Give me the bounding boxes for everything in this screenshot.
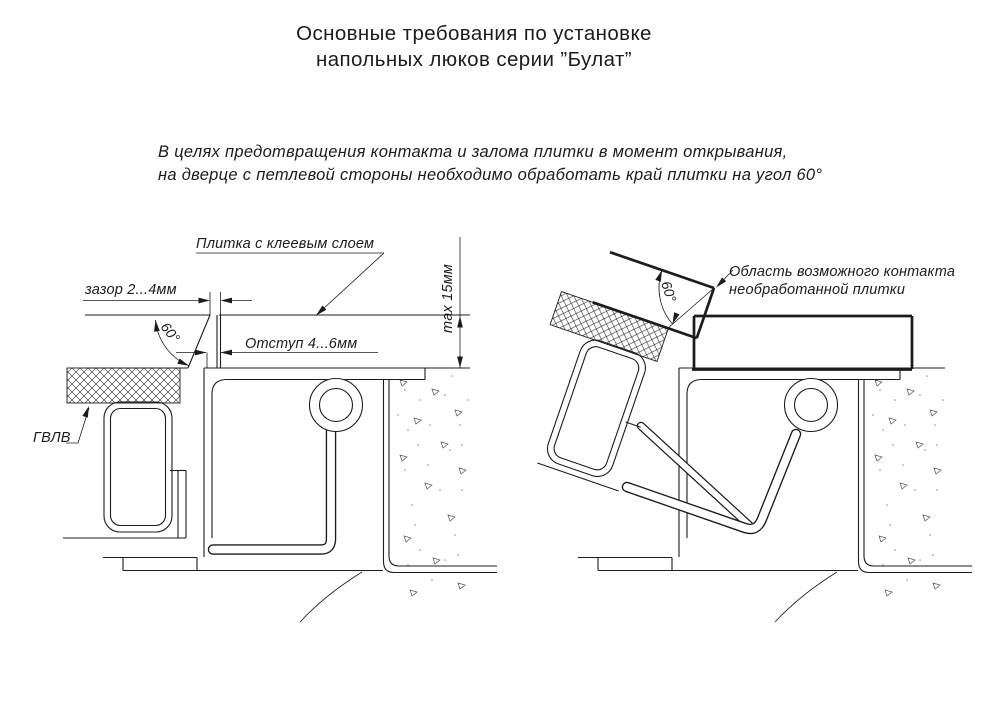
contact-area-callout xyxy=(714,264,955,298)
door-details-closed xyxy=(63,315,210,538)
tile-glue-label: Плитка с клеевым слоем xyxy=(196,236,375,252)
title-line-2: напольных люков серии ”Булат” xyxy=(316,48,632,71)
gap-dimension-label: зазор 2...4мм xyxy=(85,282,177,298)
title-line-1: Основные требования по установке xyxy=(296,22,652,45)
requirement-note xyxy=(158,143,822,184)
left-view-closed-section xyxy=(33,236,497,622)
bevel-angle-label: 60° xyxy=(157,318,184,346)
hinge-pivot xyxy=(310,379,363,432)
note-line-2: на дверце с петлевой стороны необходимо обработать край плитки на угол 60° xyxy=(158,166,823,184)
offset-dimension-label: Отступ 4...6мм xyxy=(245,336,358,352)
hinge-pivot-open xyxy=(785,379,838,432)
door-section-closed xyxy=(67,368,186,538)
contact-area-label-line-2: необработанной плитки xyxy=(729,282,906,298)
tile-glue-callout xyxy=(196,236,384,318)
contact-area-label-line-1: Область возможного контакта xyxy=(729,264,956,280)
title-block xyxy=(296,22,652,71)
hinge-arm-closed xyxy=(213,430,331,550)
floor-tile-section-open xyxy=(692,316,912,370)
note-line-1: В целях предотвращения контакта и залома плитки в момент открывания, xyxy=(158,143,788,161)
gvl-callout xyxy=(33,405,92,446)
right-view-open-section xyxy=(506,252,972,622)
max-height-label: max 15мм xyxy=(440,263,456,333)
dimension-gap xyxy=(83,282,252,315)
bevel-angle-label-open: 60° xyxy=(658,278,680,305)
dimension-offset xyxy=(176,336,378,368)
hinge-arm-open xyxy=(627,426,796,529)
gvl-label: ГВЛВ xyxy=(33,430,71,446)
dimension-max-height xyxy=(440,237,463,368)
dimension-bevel-angle xyxy=(153,319,191,368)
